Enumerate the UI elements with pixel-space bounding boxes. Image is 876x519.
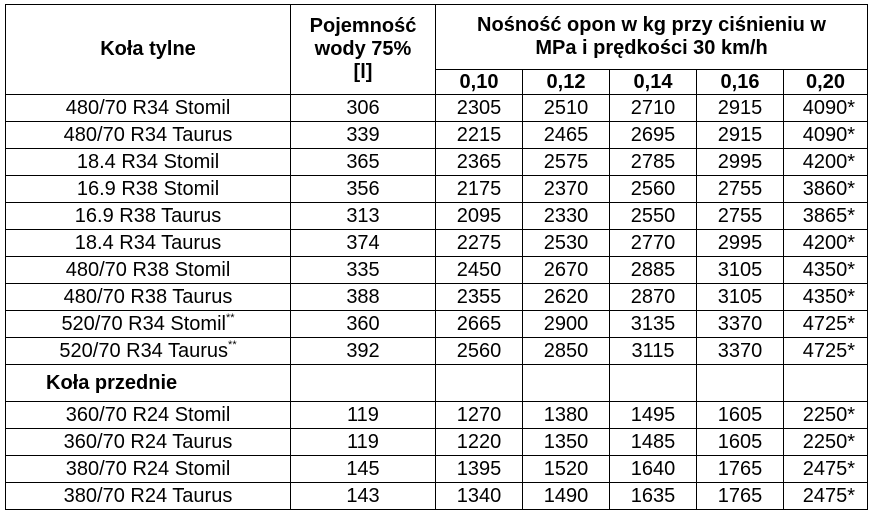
water-capacity: 388: [291, 284, 436, 311]
load-value: 2755: [697, 203, 784, 230]
load-value: 2575: [523, 149, 610, 176]
table-row: [6, 203, 868, 230]
front-wheels-body: [6, 365, 868, 510]
water-capacity: 360: [291, 311, 436, 338]
load-value: 2915: [697, 122, 784, 149]
load-value: 2850: [523, 338, 610, 365]
load-value: 4350*: [784, 284, 868, 311]
load-value: 4090*: [784, 122, 868, 149]
tire-name: 360/70 R24 Stomil: [6, 402, 291, 429]
load-value: 1270: [436, 402, 523, 429]
load-value: 1640: [610, 456, 697, 483]
load-value: 2475*: [784, 483, 868, 510]
load-value: 1490: [523, 483, 610, 510]
load-value: 2250*: [784, 402, 868, 429]
tire-name: 520/70 R34 Stomil**: [6, 311, 291, 338]
water-capacity: 339: [291, 122, 436, 149]
load-value: 4200*: [784, 230, 868, 257]
load-value: 2560: [610, 176, 697, 203]
tire-name: 480/70 R34 Taurus: [6, 122, 291, 149]
empty-cell: [436, 365, 523, 402]
tire-name: 18.4 R34 Stomil: [6, 149, 291, 176]
table-row: [6, 176, 868, 203]
water-capacity: 313: [291, 203, 436, 230]
load-value: 4725*: [784, 311, 868, 338]
table-row: [6, 402, 868, 429]
load-value: 3115: [610, 338, 697, 365]
table-row: [6, 95, 868, 122]
load-value: 2275: [436, 230, 523, 257]
load-value: 2710: [610, 95, 697, 122]
table-row: [6, 456, 868, 483]
table-row: [6, 149, 868, 176]
load-value: 2995: [697, 149, 784, 176]
load-value: 2475*: [784, 456, 868, 483]
header-load-line2: MPa i prędkości 30 km/h: [535, 37, 768, 59]
tire-name: 18.4 R34 Taurus: [6, 230, 291, 257]
load-value: 2530: [523, 230, 610, 257]
load-value: 2620: [523, 284, 610, 311]
header-water-line2: wody 75%: [314, 38, 412, 60]
load-value: 3865*: [784, 203, 868, 230]
header-pressure: 0,14: [610, 70, 697, 95]
load-value: 2915: [697, 95, 784, 122]
tire-load-table: [5, 4, 868, 510]
water-capacity: 306: [291, 95, 436, 122]
header-water-line3: [l]: [353, 61, 373, 83]
load-value: 2770: [610, 230, 697, 257]
table-row: [6, 483, 868, 510]
table-row: [6, 122, 868, 149]
load-value: 2370: [523, 176, 610, 203]
section-row: [6, 365, 868, 402]
load-value: 2785: [610, 149, 697, 176]
water-capacity: 365: [291, 149, 436, 176]
header-rear-wheels: Koła tylne: [6, 5, 291, 95]
load-value: 2215: [436, 122, 523, 149]
load-value: 1485: [610, 429, 697, 456]
load-value: 2250*: [784, 429, 868, 456]
header-pressure: 0,10: [436, 70, 523, 95]
load-value: 1495: [610, 402, 697, 429]
load-value: 2510: [523, 95, 610, 122]
load-value: 2175: [436, 176, 523, 203]
load-value: 4200*: [784, 149, 868, 176]
header-pressure: 0,12: [523, 70, 610, 95]
load-value: 2450: [436, 257, 523, 284]
empty-cell: [697, 365, 784, 402]
load-value: 2095: [436, 203, 523, 230]
load-value: 2900: [523, 311, 610, 338]
tire-name: 16.9 R38 Stomil: [6, 176, 291, 203]
table-row: [6, 429, 868, 456]
water-capacity: 145: [291, 456, 436, 483]
load-value: 1520: [523, 456, 610, 483]
tire-name: 520/70 R34 Taurus**: [6, 338, 291, 365]
empty-cell: [523, 365, 610, 402]
table-row: [6, 230, 868, 257]
tire-name: 380/70 R24 Taurus: [6, 483, 291, 510]
empty-cell: [610, 365, 697, 402]
table-row: [6, 257, 868, 284]
load-value: 2695: [610, 122, 697, 149]
load-value: 3370: [697, 311, 784, 338]
tire-name: 480/70 R38 Taurus: [6, 284, 291, 311]
load-value: 1350: [523, 429, 610, 456]
water-capacity: 374: [291, 230, 436, 257]
load-value: 3860*: [784, 176, 868, 203]
load-value: 4725*: [784, 338, 868, 365]
load-value: 2755: [697, 176, 784, 203]
load-value: 2305: [436, 95, 523, 122]
water-capacity: 356: [291, 176, 436, 203]
load-value: 2885: [610, 257, 697, 284]
load-value: 2670: [523, 257, 610, 284]
load-value: 1635: [610, 483, 697, 510]
load-value: 3135: [610, 311, 697, 338]
tire-name: 16.9 R38 Taurus: [6, 203, 291, 230]
water-capacity: 119: [291, 429, 436, 456]
load-value: 1395: [436, 456, 523, 483]
load-value: 4350*: [784, 257, 868, 284]
empty-cell: [784, 365, 868, 402]
water-capacity: 143: [291, 483, 436, 510]
load-value: 4090*: [784, 95, 868, 122]
load-value: 1340: [436, 483, 523, 510]
load-value: 2550: [610, 203, 697, 230]
header-load-line1: Nośność opon w kg przy ciśnieniu w: [477, 14, 826, 36]
load-value: 1380: [523, 402, 610, 429]
header-pressure: 0,16: [697, 70, 784, 95]
table-row: [6, 338, 868, 365]
tire-name: 380/70 R24 Stomil: [6, 456, 291, 483]
load-value: 3370: [697, 338, 784, 365]
load-value: 3105: [697, 284, 784, 311]
section-label-front-wheels: Koła przednie: [6, 365, 291, 402]
empty-cell: [291, 365, 436, 402]
water-capacity: 335: [291, 257, 436, 284]
load-value: 3105: [697, 257, 784, 284]
tire-name: 360/70 R24 Taurus: [6, 429, 291, 456]
load-value: 2665: [436, 311, 523, 338]
load-value: 2465: [523, 122, 610, 149]
water-capacity: 119: [291, 402, 436, 429]
load-value: 1220: [436, 429, 523, 456]
header-water-capacity: [291, 5, 436, 95]
load-value: 1765: [697, 483, 784, 510]
table-row: [6, 311, 868, 338]
tire-name: 480/70 R38 Stomil: [6, 257, 291, 284]
header-load-capacity: [436, 5, 868, 70]
load-value: 2330: [523, 203, 610, 230]
header-water-line1: Pojemność: [309, 15, 417, 37]
load-value: 2995: [697, 230, 784, 257]
load-value: 2365: [436, 149, 523, 176]
load-value: 2560: [436, 338, 523, 365]
load-value: 1605: [697, 402, 784, 429]
load-value: 1605: [697, 429, 784, 456]
load-value: 2355: [436, 284, 523, 311]
tire-name: 480/70 R34 Stomil: [6, 95, 291, 122]
header-pressure: 0,20: [784, 70, 868, 95]
load-value: 2870: [610, 284, 697, 311]
table-row: [6, 284, 868, 311]
rear-wheels-body: [6, 95, 868, 365]
load-value: 1765: [697, 456, 784, 483]
water-capacity: 392: [291, 338, 436, 365]
